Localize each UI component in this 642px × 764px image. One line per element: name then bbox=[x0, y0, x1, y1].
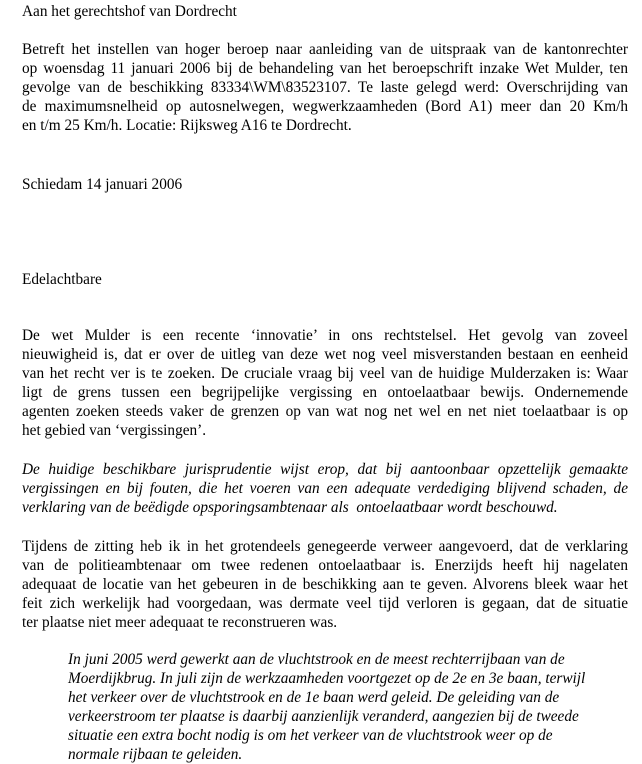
subject-paragraph bbox=[22, 40, 628, 135]
quote-line: normale rijbaan te geleiden. bbox=[68, 746, 243, 763]
salutation: Edelachtbare bbox=[22, 271, 102, 288]
paragraph-line: het gebied van ‘vergissingen’. bbox=[22, 422, 207, 439]
subject-line: en t/m 25 Km/h. Locatie: Rijksweg A16 te Dordrecht. bbox=[22, 117, 352, 134]
paragraph-line: agenten zoeken steeds vaker de grenzen op van wat nog net wel en net niet toelaatbaar is op bbox=[22, 403, 628, 420]
quote-line: Moerdijkbrug. In juli zijn de werkzaamheden voortgezet op de 2e en 3e baan, terwijl bbox=[68, 670, 586, 687]
paragraph-line: ter plaatse niet meer adequaat te reconstrueren was. bbox=[22, 614, 338, 631]
paragraph-line: verklaring van de beëdigde opsporingsambtenaar als ontoelaatbaar wordt beschouwd. bbox=[22, 499, 558, 516]
subject-line: gevolge van de beschikking 83334\WM\83523107. Te laste gelegd werd: Overschrijding van bbox=[22, 79, 628, 96]
paragraph-line: nieuwigheid is, dat er over de uitleg van deze wet nog veel misverstanden bestaan en eenheid bbox=[22, 346, 628, 363]
paragraph-line: adequaat de locatie van het gebeuren in de beschikking aan te geven. Alvorens bleek waar het bbox=[22, 576, 628, 593]
quote-line: In juni 2005 werd gewerkt aan de vluchtstrook en de meest rechterrijbaan van de bbox=[68, 651, 565, 668]
subject-line: op woensdag 11 januari 2006 bij de behandeling van het beroepschrift inzake Wet Mulder, ten bbox=[22, 60, 628, 77]
paragraph-line: vergissingen en bij fouten, die het voeren van een adequate verdediging blijvend schaden, de bbox=[22, 480, 628, 497]
paragraph-line: van de politieambtenaar om twee redenen ontoelaatbaar is. Enerzijds heeft hij nagelaten bbox=[22, 557, 628, 574]
place-date: Schiedam 14 januari 2006 bbox=[22, 176, 183, 193]
paragraph-line: feit zich werkelijk had voorgedaan, was dermate veel tijd verloren is gegaan, dat de situatie bbox=[22, 595, 628, 612]
subject-line: Betreft het instellen van hoger beroep naar aanleiding van de uitspraak van de kantonrechter bbox=[22, 41, 628, 58]
quote-line: het verkeer over de vluchtstrook en de 1e baan werd geleid. De geleiding van de bbox=[68, 689, 560, 706]
quote-line: verkeerstroom ter plaatse is daarbij aanzienlijk veranderd, aangezien bij de tweede bbox=[68, 708, 579, 725]
paragraph-line: van het recht ver is te zoeken. De cruciale vraag bij veel van de huidige Mulderzaken is: Waar bbox=[22, 365, 628, 382]
paragraph-line: De wet Mulder is een recente ‘innovatie’ in ons rechtstelsel. Het gevolg van zoveel bbox=[22, 327, 628, 344]
body-paragraph-1 bbox=[22, 326, 628, 440]
body-paragraph-2 bbox=[22, 460, 628, 517]
quote-line: situatie een extra bocht nodig is om het verkeer van de vluchtstrook weer op de bbox=[68, 727, 553, 744]
body-paragraph-3 bbox=[22, 537, 628, 632]
paragraph-line: Tijdens de zitting heb ik in het grotendeels genegeerde verweer aangevoerd, dat de verklaring bbox=[22, 538, 628, 555]
subject-line: de maximumsnelheid op autosnelwegen, wegwerkzaamheden (Bord A1) meer dan 20 Km/h bbox=[22, 98, 628, 115]
quoted-passage bbox=[68, 650, 612, 764]
paragraph-line: ligt de grens tussen een begrijpelijke vergissing en ontoelaatbaar bewijs. Ondernemende bbox=[22, 384, 628, 401]
addressee-line: Aan het gerechtshof van Dordrecht bbox=[22, 3, 237, 20]
paragraph-line: De huidige beschikbare jurisprudentie wijst erop, dat bij aantoonbaar opzettelijk gemaakte bbox=[22, 461, 628, 478]
